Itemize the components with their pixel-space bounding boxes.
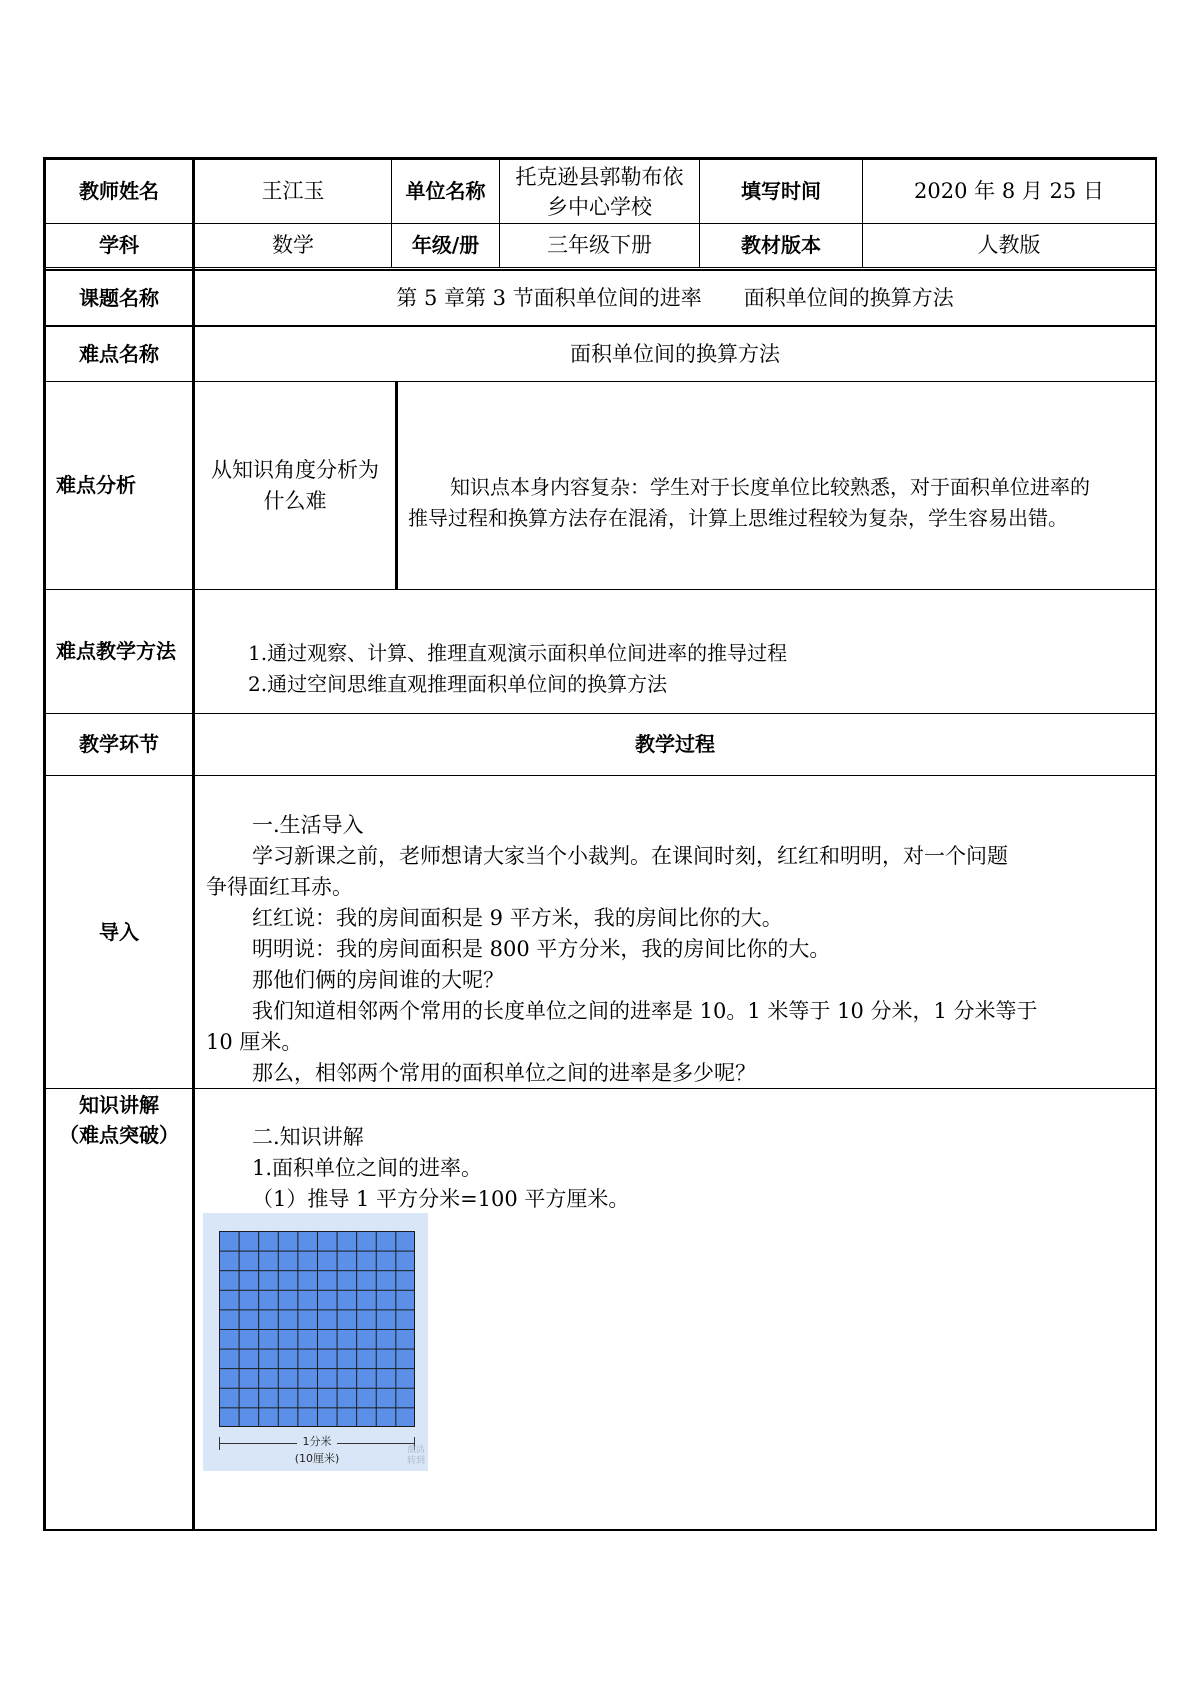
method-label: 难点教学方法 [56, 639, 176, 663]
watermark-text: 激活 转到 [407, 1445, 425, 1466]
unit-name-line2: 乡中心学校 [547, 194, 652, 219]
analysis-sublabel-line2: 什么难 [263, 488, 327, 513]
process-section-label: 教学环节 [79, 732, 159, 756]
teacher-name-value: 王江玉 [261, 179, 325, 203]
intro-line-1: 一.生活导入 [252, 813, 364, 837]
row-line-8 [43, 775, 1157, 776]
fill-date-value: 2020 年 8 月 25 日 [914, 179, 1104, 203]
dimension-sublabel: (10厘米) [294, 1452, 340, 1465]
knowledge-line-1: 二.知识讲解 [252, 1125, 364, 1149]
hundred-square-grid [219, 1231, 415, 1427]
unit-name-value [500, 160, 699, 223]
analysis-sublabel [195, 382, 395, 589]
intro-label: 导入 [99, 919, 139, 944]
fill-date-label: 填写时间 [741, 179, 821, 203]
dimension-tick-left [219, 1437, 220, 1450]
method-item-1: 1.通过观察、计算、推理直观演示面积单位间进率的推导过程 [248, 641, 788, 665]
intro-line-3: 争得面红耳赤。 [206, 875, 353, 899]
knowledge-label [46, 1089, 192, 1151]
difficulty-value: 面积单位间的换算方法 [570, 341, 780, 366]
difficulty-label: 难点名称 [79, 341, 159, 366]
square-decimeter-diagram [203, 1213, 428, 1471]
subject-label: 学科 [99, 233, 139, 257]
row-line-2 [43, 267, 1157, 268]
intro-line-8: 10 厘米。 [206, 1030, 303, 1054]
analysis-label: 难点分析 [56, 473, 136, 497]
unit-name-label: 单位名称 [405, 179, 486, 203]
row-line-6 [43, 589, 1157, 590]
intro-line-4: 红红说：我的房间面积是 9 平方米，我的房间比你的大。 [252, 906, 783, 930]
analysis-col-divider [395, 381, 398, 589]
dimension-label: 1分米 [297, 1433, 337, 1451]
knowledge-line-2: 1.面积单位之间的进率。 [252, 1156, 483, 1180]
topic-label: 课题名称 [79, 285, 159, 310]
knowledge-line-3: （1）推导 1 平方分米=100 平方厘米。 [252, 1187, 630, 1211]
unit-name-line1: 托克逊县郭勒布依 [515, 164, 684, 189]
knowledge-label-line1: 知识讲解 [79, 1093, 159, 1117]
frame-bottom [43, 1529, 1157, 1531]
process-section-title: 教学过程 [635, 732, 715, 756]
grade-value: 三年级下册 [547, 233, 652, 257]
analysis-sublabel-line1: 从知识角度分析为 [211, 457, 379, 482]
subject-value: 数学 [272, 233, 314, 257]
intro-line-5: 明明说：我的房间面积是 800 平方分米，我的房间比你的大。 [252, 937, 831, 961]
analysis-text-line2: 推导过程和换算方法存在混淆，计算上思维过程较为复杂，学生容易出错。 [408, 506, 1068, 530]
topic-value: 第 5 章第 3 节面积单位间的进率 面积单位间的换算方法 [396, 285, 954, 310]
grade-label: 年级/册 [411, 233, 480, 257]
frame-right [1155, 157, 1157, 1531]
intro-line-2: 学习新课之前，老师想请大家当个小裁判。在课间时刻，红红和明明，对一个问题 [252, 844, 1008, 868]
teacher-name-label: 教师姓名 [79, 179, 159, 203]
method-item-2: 2.通过空间思维直观推理面积单位间的换算方法 [248, 672, 668, 696]
intro-line-7: 我们知道相邻两个常用的长度单位之间的进率是 10。1 米等于 10 分米，1 分米等于 [252, 999, 1038, 1023]
edition-value: 人教版 [977, 233, 1041, 257]
intro-line-9: 那么，相邻两个常用的面积单位之间的进率是多少呢？ [252, 1061, 756, 1085]
analysis-text-line1: 知识点本身内容复杂：学生对于长度单位比较熟悉，对于面积单位进率的 [450, 475, 1090, 499]
intro-line-6: 那他们俩的房间谁的大呢？ [252, 968, 504, 992]
knowledge-label-line2: （难点突破） [59, 1123, 179, 1147]
edition-label: 教材版本 [741, 233, 821, 257]
